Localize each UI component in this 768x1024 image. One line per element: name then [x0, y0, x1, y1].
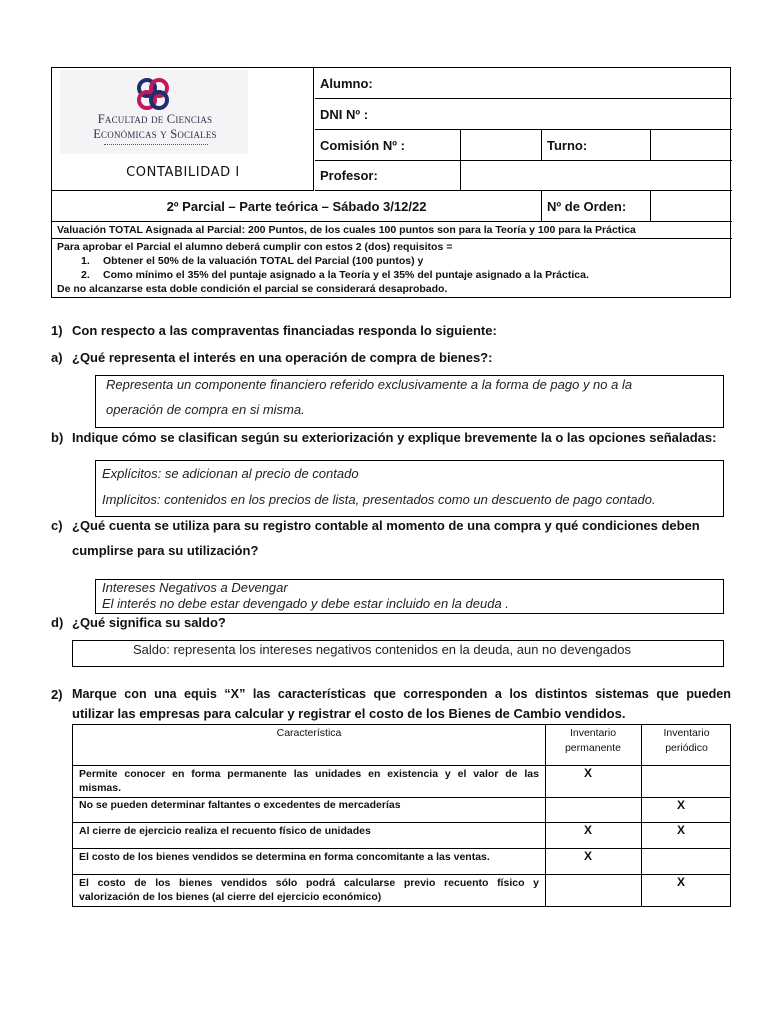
table-row-5-text-line2: valorización de los bienes (al cierre del ejercicio económico)	[79, 891, 382, 903]
course-name: CONTABILIDAD I	[126, 165, 240, 180]
row-4-permanente-mark[interactable]: X	[583, 849, 592, 863]
requisitos-intro: Para aprobar el Parcial el alumno deberá cumplir con estos 2 (dos) requisitos =	[57, 241, 453, 253]
table-row-divider	[73, 822, 730, 823]
question-1c-label: c)	[51, 518, 63, 533]
exam-header-table	[51, 67, 731, 298]
orden-label-cell	[542, 191, 651, 222]
answer-1c-box[interactable]	[95, 579, 724, 614]
header-caracteristica: Característica	[276, 727, 342, 739]
question-1b-text: Indique cómo se clasifican según su exteriorización y explique brevemente la o las opciones señaladas:	[72, 430, 717, 445]
row-1-permanente-mark[interactable]: X	[583, 766, 592, 780]
row-3-permanente-mark[interactable]: X	[583, 823, 592, 837]
comision-value-field[interactable]	[461, 130, 542, 161]
requisitos-outro: De no alcanzarse esta doble condición el parcial se considerará desaprobado.	[57, 283, 448, 295]
row-2-periodico-mark[interactable]: X	[676, 798, 685, 812]
requisito-2-text: Como mínimo el 35% del puntaje asignado a la Teoría y el 35% del puntaje asignado a la Práctica.	[103, 269, 589, 281]
requisito-1-num: 1.	[81, 255, 90, 267]
table-row-divider	[73, 848, 730, 849]
answer-1a-line2: operación de compra en si misma.	[106, 402, 305, 417]
comision-label-cell	[315, 130, 461, 161]
question-1-text: Con respecto a las compraventas financiadas responda lo siguiente:	[72, 323, 497, 338]
turno-label: Turno:	[547, 137, 588, 153]
logo-divider	[104, 144, 208, 145]
answer-1a-box[interactable]	[95, 375, 724, 428]
question-2-number: 2)	[51, 687, 63, 702]
answer-1b-line1: Explícitos: se adicionan al precio de contado	[102, 466, 359, 481]
dni-label: DNI Nº :	[320, 106, 369, 122]
valuacion-text: Valuación TOTAL Asignada al Parcial: 200 Puntos, de los cuales 100 puntos son para la Teoría y 100 para la Práctica	[57, 224, 636, 236]
requisitos-block	[57, 240, 727, 296]
faculty-emblem-icon	[133, 74, 173, 114]
table-row-3-text: Al cierre de ejercicio realiza el recuento físico de unidades	[79, 825, 371, 837]
requisito-2	[57, 268, 727, 282]
header-inventario-periodico-line1: Inventario	[663, 727, 710, 739]
dni-field[interactable]	[315, 99, 732, 130]
profesor-label-cell	[315, 161, 461, 191]
question-1a-label: a)	[51, 350, 63, 365]
exam-title-cell	[52, 191, 542, 222]
question-1-number: 1)	[51, 323, 63, 338]
row-3-periodico-mark[interactable]: X	[676, 823, 685, 837]
orden-label: Nº de Orden:	[547, 198, 627, 214]
question-1b-label: b)	[51, 430, 64, 445]
answer-1c-line1: Intereses Negativos a Devengar	[102, 580, 288, 595]
row-5-periodico-mark[interactable]: X	[676, 875, 685, 889]
requisito-1	[57, 254, 727, 268]
valuacion-cell	[52, 222, 732, 239]
inventory-systems-table	[72, 724, 731, 907]
answer-1b-box[interactable]	[95, 460, 724, 517]
table-row-divider	[73, 765, 730, 766]
table-row-1-text-line1: Permite conocer en forma permanente las unidades en existencia y el valor de las	[79, 768, 539, 780]
table-row-2-text: No se pueden determinar faltantes o excedentes de mercaderías	[79, 799, 401, 811]
answer-1d-box[interactable]	[72, 640, 724, 667]
exam-title: 2º Parcial – Parte teórica – Sábado 3/12/22	[166, 198, 427, 214]
faculty-name-line1: Facultad de Ciencias	[97, 112, 213, 126]
question-2-text-line1: Marque con una equis “X” las características que corresponden a los distintos sistemas que pueden	[72, 687, 731, 701]
question-2-text-line2: utilizar las empresas para calcular y registrar el costo de los Bienes de Cambio vendidos.	[72, 706, 626, 721]
requisito-1-text: Obtener el 50% de la valuación TOTAL del Parcial (100 puntos) y	[103, 255, 424, 267]
header-inventario-periodico-line2: periódico	[665, 742, 708, 754]
question-1a-text: ¿Qué representa el interés en una operación de compra de bienes?:	[72, 350, 493, 365]
answer-1c-line2: El interés no debe estar devengado y debe estar incluido en la deuda .	[102, 596, 509, 611]
logo-cell	[52, 68, 314, 191]
profesor-label: Profesor:	[320, 168, 378, 183]
comision-label: Comisión Nº :	[320, 137, 405, 153]
answer-1b-line2: Implícitos: contenidos en los precios de lista, presentados como un descuento de pago contado.	[102, 492, 656, 507]
turno-value-field[interactable]	[651, 130, 732, 161]
table-row-divider	[73, 874, 730, 875]
orden-value-field[interactable]	[651, 191, 732, 222]
header-inventario-permanente-line2: permanente	[564, 742, 622, 754]
faculty-logo	[60, 70, 248, 154]
table-row-5-text-line1: El costo de los bienes vendidos sólo podrá calcularse previo recuento físico y	[79, 877, 539, 889]
faculty-name-line2: Económicas y Sociales	[93, 127, 217, 141]
table-row-4-text: El costo de los bienes vendidos se determina en forma concomitante a las ventas.	[79, 851, 490, 863]
header-inventario-permanente-line1: Inventario	[569, 727, 617, 739]
question-1c-text-line2: cumplirse para su utilización?	[72, 543, 259, 558]
requisito-2-num: 2.	[81, 269, 90, 281]
table-row-1-text-line2: mismas.	[79, 782, 122, 794]
alumno-field[interactable]	[315, 68, 732, 99]
alumno-label: Alumno:	[320, 75, 373, 91]
question-1d-label: d)	[51, 615, 64, 630]
profesor-value-field[interactable]	[461, 161, 732, 191]
answer-1d-text: Saldo: representa los intereses negativos contenidos en la deuda, aun no devengados	[133, 642, 631, 657]
question-1c-text-line1: ¿Qué cuenta se utiliza para su registro contable al momento de una compra y qué condiciones deben	[72, 518, 700, 533]
answer-1a-line1: Representa un componente financiero referido exclusivamente a la forma de pago y no a la	[106, 377, 633, 392]
question-1d-text: ¿Qué significa su saldo?	[72, 615, 226, 630]
turno-label-cell	[542, 130, 651, 161]
